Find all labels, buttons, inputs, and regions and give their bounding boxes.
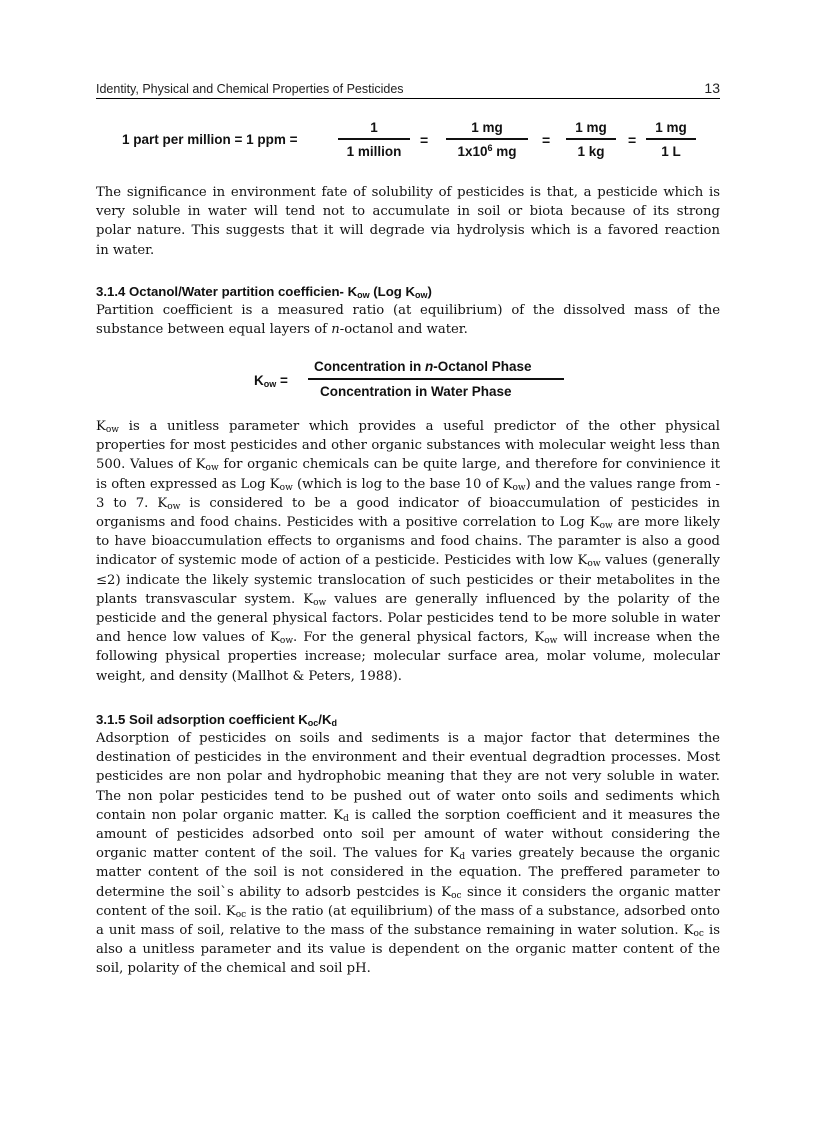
text-line: determine the soil`s ability to adsorb pestcides is $K_{oc}$ since it considers the organic matter xyxy=(96,884,721,901)
fraction-2-numerator: 1 mg xyxy=(471,120,503,135)
solubility-paragraph xyxy=(96,183,720,260)
text-line: contain non polar organic matter. $K_d$ is called the sorption coefficient and it measures the xyxy=(96,807,720,824)
koc-paragraph xyxy=(96,729,720,979)
header-title: Identity, Physical and Chemical Properties of Pesticides xyxy=(96,82,404,96)
text-line: 3 to 7. $K_{ow}$ is considered to be a good indicator of bioaccumulation of pesticides in xyxy=(96,495,720,512)
kow-equation-lhs: $K_{ow}$ = xyxy=(254,373,288,389)
kow-paragraph xyxy=(96,417,720,686)
text-line: following physical properties increase; molecular surface area, molar volume, molecular xyxy=(96,649,720,665)
text-line: organisms and food chains. Pesticides with a positive correlation to Log $K_{ow}$ are more likely xyxy=(96,515,720,532)
fraction-4 xyxy=(646,120,696,159)
text-line: content of the soil. $K_{oc}$ is the ratio (at equilibrium) of the mass of a substance, adsorbed onto xyxy=(96,903,720,920)
fraction-3 xyxy=(566,120,616,159)
fraction-3-numerator: 1 mg xyxy=(575,120,607,135)
partition-intro-paragraph xyxy=(96,301,720,339)
text-line: soil, polarity of the chemical and soil pH. xyxy=(96,961,371,977)
text-line: and hence low values of $K_{ow}$. For the general physical factors, $K_{ow}$ will increase when the xyxy=(96,630,720,647)
text-line: $K_{ow}$ is a unitless parameter which provides a useful predictor of the other physical xyxy=(96,419,720,435)
fraction-2 xyxy=(446,120,528,159)
text-line: organic matter content of the soil. The values for $K_d$ varies greately because the organic xyxy=(96,846,720,863)
page-number: 13 xyxy=(704,80,720,96)
ppm-label: 1 part per million = 1 ppm = xyxy=(122,132,298,147)
fraction-4-numerator: 1 mg xyxy=(655,120,687,135)
running-header xyxy=(96,80,720,99)
text-line: amount of pesticides adsorbed onto soil per amount of water without considering the xyxy=(96,827,720,843)
equals-sign-3: = xyxy=(628,132,637,148)
text-line: polar nature. This suggests that it will degrade via hydrolysis which is a favored reaction xyxy=(96,223,720,239)
text-line: The non polar pesticides tend to be pushed out of water onto soils and sediments which xyxy=(96,788,720,804)
fraction-1 xyxy=(338,120,410,159)
text-line: plants transvascular system. $K_{ow}$ values are generally influenced by the polarity of the xyxy=(96,591,720,608)
text-line: to have bioaccumulation effects to organisms and food chains. The paramter is also a good xyxy=(96,534,720,550)
fraction-2-denominator: $1x10^6$ mg xyxy=(457,143,517,159)
fraction-bar xyxy=(308,378,564,380)
fraction-1-numerator: 1 xyxy=(370,120,378,135)
text-line: a unit mass of soil, relative to the mass of the substance remaining in water solution. $K_{oc}$ is xyxy=(96,923,720,940)
fraction-3-denominator: 1 kg xyxy=(577,144,605,159)
kow-equation-denominator: Concentration in Water Phase xyxy=(320,384,512,399)
equals-sign-2: = xyxy=(542,132,551,148)
section-heading-3-1-4: 3.1.4 Octanol/Water partition coefficien- $K_{ow}$ (Log $K_{ow}$) xyxy=(96,284,432,300)
kow-equation-numerator: Concentration in n-Octanol Phase xyxy=(314,359,532,374)
text-line: also a unitless parameter and its value is dependent on the organic matter content of the xyxy=(96,942,720,958)
fraction-4-denominator: 1 L xyxy=(661,144,681,159)
text-line: properties for most pesticides and other organic substances with molecular weight less than xyxy=(96,438,720,454)
text-line: ≤2) indicate the likely systemic translocation of such pesticides or their metabolites in the xyxy=(96,572,720,588)
fraction-1-denominator: 1 million xyxy=(346,144,402,159)
text-line: destination of pesticides in the environment and their eventual degradtion processes. Most xyxy=(96,750,720,766)
section-heading-3-1-5: 3.1.5 Soil adsorption coefficient $K_{oc}/K_d$ xyxy=(96,712,337,728)
text-line: substance between equal layers of n-octanol and water. xyxy=(96,322,468,338)
text-line: 500. Values of $K_{ow}$ for organic chemicals can be quite large, and therefore for convinience it xyxy=(96,457,720,474)
text-line: in water. xyxy=(96,242,155,258)
text-line: very soluble in water will tend not to accumulate in soil or biota because of its strong xyxy=(96,204,720,220)
text-line: Adsorption of pesticides on soils and sediments is a major factor that determines the xyxy=(96,731,720,746)
text-line: weight, and density (Mallhot & Peters, 1988). xyxy=(96,668,402,684)
text-line: indicator of systemic mode of action of a pesticide. Pesticides with low $K_{ow}$ values (generally xyxy=(96,553,720,570)
equals-sign-1: = xyxy=(420,132,429,148)
text-line: The significance in environment fate of solubility of pesticides is that, a pesticide which is xyxy=(96,185,720,200)
text-line: is often expressed as Log $K_{ow}$ (which is log to the base 10 of $K_{ow}$) and the values range from - xyxy=(96,476,721,493)
text-line: matter content of the soil is not considered in the equation. The preffered parameter to xyxy=(96,865,720,881)
text-line: Partition coefficient is a measured ratio (at equilibrium) of the dissolved mass of the xyxy=(96,303,720,318)
text-line: pesticide and the general physical factors. Polar pesticides tend to be more soluble in water xyxy=(96,611,720,627)
text-line: pesticides are non polar and hydrophobic meaning that they are not very soluble in water. xyxy=(96,769,720,785)
